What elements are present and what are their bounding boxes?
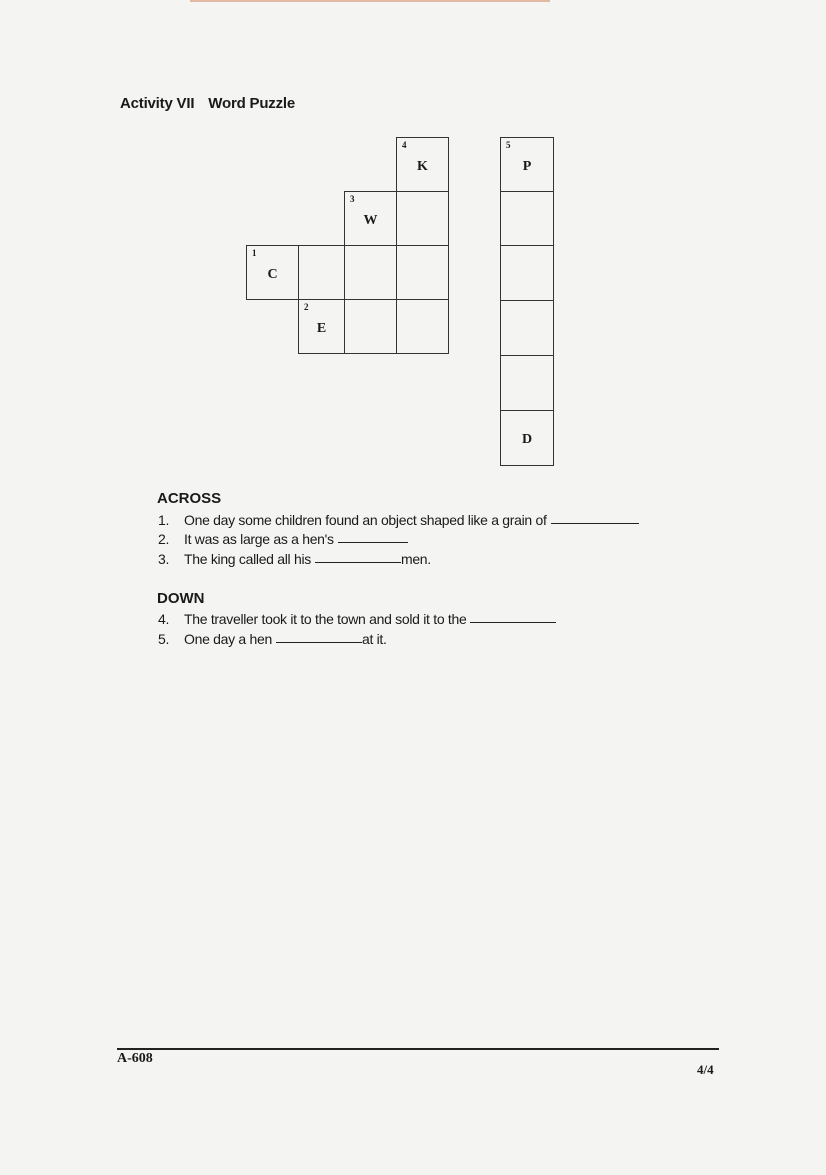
activity-label: Activity VII — [120, 95, 195, 112]
crossword-cell[interactable]: 3 W — [344, 191, 397, 246]
crossword-cell[interactable]: 5 P — [500, 137, 554, 192]
answer-blank[interactable] — [470, 621, 556, 623]
crossword-cell[interactable] — [500, 191, 554, 246]
footer-rule — [117, 1048, 719, 1050]
across-heading: ACROSS — [157, 490, 222, 507]
page-top-edge — [190, 0, 550, 2]
paper-code: A-608 — [117, 1051, 153, 1066]
down-heading: DOWN — [157, 590, 205, 607]
crossword-cell[interactable] — [500, 355, 554, 411]
answer-blank[interactable] — [276, 641, 362, 643]
down-clue-4: 4. The traveller took it to the town and sold it to the — [158, 611, 556, 627]
crossword-cell[interactable]: D — [500, 410, 554, 466]
answer-blank[interactable] — [551, 522, 639, 524]
crossword-cell[interactable] — [396, 191, 449, 246]
crossword-cell[interactable] — [396, 245, 449, 300]
answer-blank[interactable] — [315, 561, 401, 563]
crossword-cell[interactable] — [344, 245, 397, 300]
activity-heading — [120, 95, 295, 112]
crossword-cell[interactable] — [396, 299, 449, 354]
crossword-cell[interactable]: 2 E — [298, 299, 345, 354]
answer-blank[interactable] — [338, 541, 408, 543]
crossword-cell[interactable] — [500, 245, 554, 301]
crossword-cell[interactable]: 4 K — [396, 137, 449, 192]
crossword-cell[interactable] — [500, 300, 554, 356]
down-clue-5: 5. One day a hen at it. — [158, 631, 387, 647]
across-clue-3: 3. The king called all his men. — [158, 551, 431, 567]
across-clue-2: 2. It was as large as a hen's — [158, 531, 408, 547]
activity-title: Word Puzzle — [208, 95, 295, 112]
crossword-cell[interactable] — [344, 299, 397, 354]
crossword-cell[interactable]: 1 C — [246, 245, 299, 300]
page-number: 4/4 — [697, 1062, 714, 1077]
crossword-cell[interactable] — [298, 245, 345, 300]
across-clue-1: 1. One day some children found an object shaped like a grain of — [158, 512, 639, 528]
